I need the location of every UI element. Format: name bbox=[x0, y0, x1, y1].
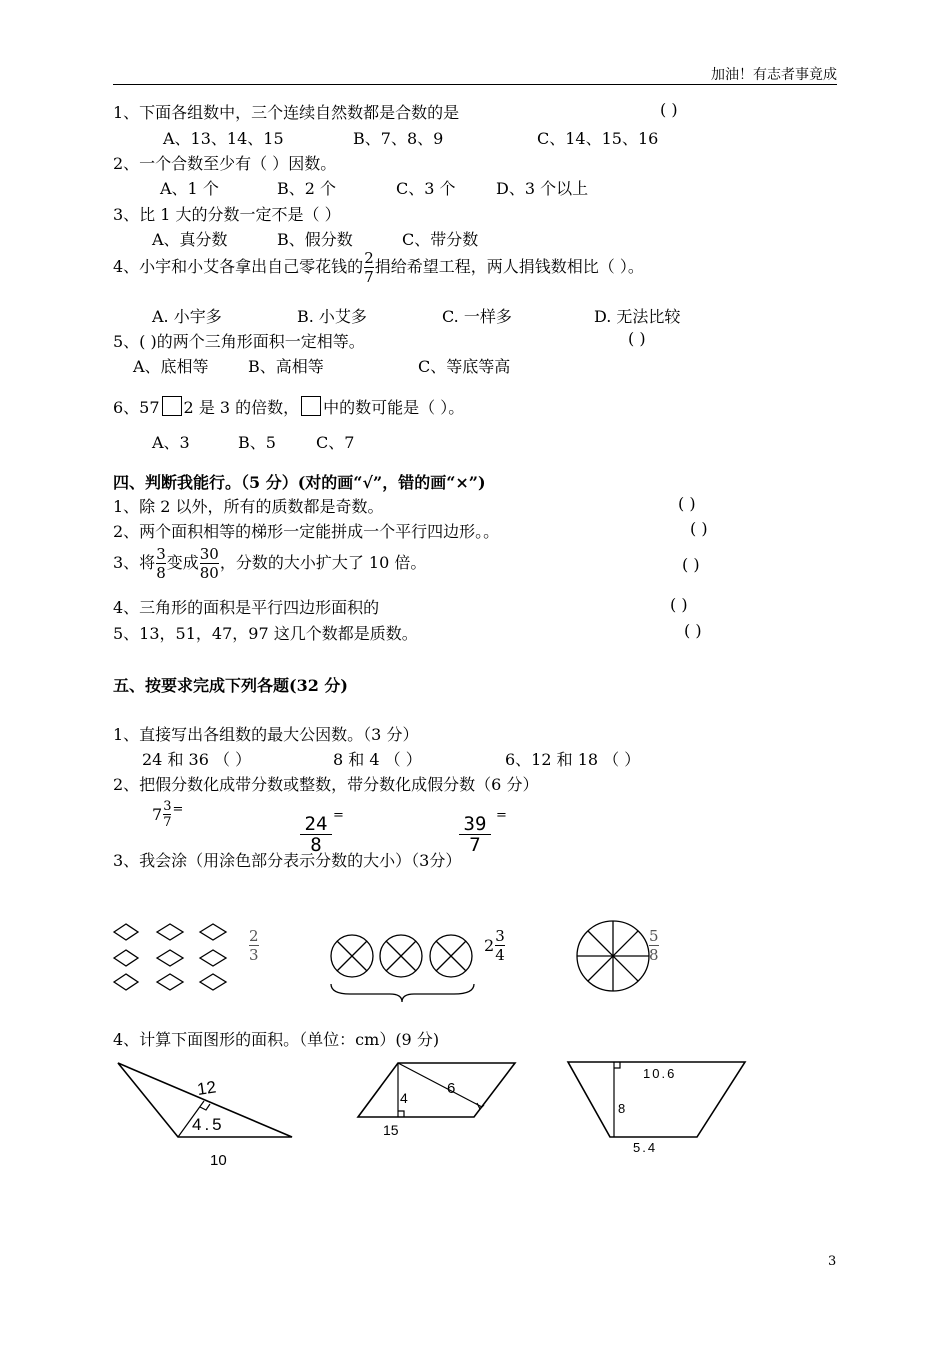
diamond-shape[interactable] bbox=[200, 974, 226, 990]
q4-fraction bbox=[364, 250, 374, 285]
improper-1-num: 24 bbox=[304, 813, 328, 835]
task-1-title: 1、直接写出各组数的最大公因数。（3 分） bbox=[113, 725, 419, 744]
triangle-side-label: 12 bbox=[195, 1077, 218, 1099]
area-figures bbox=[110, 1055, 760, 1180]
improper-2-num: 39 bbox=[463, 813, 487, 835]
judge-3-frac-a bbox=[156, 546, 166, 581]
judge-item-4: 4、三角形的面积是平行四边形面积的 bbox=[113, 598, 380, 617]
frac-num: 5 bbox=[649, 927, 659, 945]
triangle-base-label: 10 bbox=[210, 1152, 227, 1169]
parallelogram-diag-label: 6 bbox=[447, 1080, 456, 1097]
q1-stem: 1、下面各组数中，三个连续自然数都是合数的是 bbox=[113, 103, 460, 122]
q2-option-b: B、2 个 bbox=[277, 179, 337, 198]
gcf-group-1[interactable]: 24 和 36 （ ） bbox=[142, 750, 252, 769]
q2-option-c: C、3 个 bbox=[396, 179, 456, 198]
q1-option-b: B、7、8、9 bbox=[353, 129, 444, 148]
parallelogram-shape bbox=[358, 1063, 515, 1117]
judge-3-frac-b bbox=[200, 546, 219, 581]
improper-1-den: 8 bbox=[310, 834, 322, 856]
judge-paren-2[interactable]: ( ) bbox=[690, 519, 708, 538]
judge-paren-5[interactable]: ( ) bbox=[684, 621, 702, 640]
q3-option-b: B、假分数 bbox=[277, 230, 353, 249]
fraction-five-eighths bbox=[649, 928, 659, 963]
judge-3-pre: 3、将 bbox=[113, 553, 156, 572]
frac-den: 8 bbox=[649, 946, 659, 964]
section-4-title: 四、判断我能行。（5 分）(对的画“√”，错的画“×”) bbox=[113, 473, 486, 492]
q4-option-a: A. 小宇多 bbox=[152, 307, 222, 326]
blank-box-ref bbox=[301, 396, 321, 416]
frac-a-num: 3 bbox=[156, 545, 166, 563]
judge-3-mid: 变成 bbox=[166, 553, 199, 572]
q6-option-a: A、3 bbox=[152, 433, 190, 452]
task-3-title: 3、我会涂（用涂色部分表示分数的大小）（3分） bbox=[113, 851, 462, 870]
parallelogram-diagonal-height bbox=[398, 1063, 482, 1107]
frac-den: 3 bbox=[249, 946, 259, 964]
judge-item-2: 2、两个面积相等的梯形一定能拼成一个平行四边形。。 bbox=[113, 522, 500, 541]
q6-post: 中的数可能是（ ）。 bbox=[323, 398, 465, 417]
header-motto: 加油！有志者事竟成 bbox=[711, 67, 837, 83]
frac-num: 2 bbox=[249, 927, 259, 945]
mixed-whole: 7 bbox=[152, 805, 163, 824]
mixed-whole: 2 bbox=[484, 936, 495, 955]
diamond-shape[interactable] bbox=[114, 924, 138, 940]
parallelogram-height-label: 4 bbox=[400, 1090, 408, 1106]
q2-option-d: D、3 个以上 bbox=[496, 179, 589, 198]
gcf-group-2[interactable]: 8 和 4 （ ） bbox=[333, 750, 422, 769]
curly-brace bbox=[331, 984, 474, 1002]
q5-stem: 5、( )的两个三角形面积一定相等。 bbox=[113, 332, 365, 351]
judge-paren-3[interactable]: ( ) bbox=[682, 555, 700, 574]
judge-item-1: 1、除 2 以外，所有的质数都是奇数。 bbox=[113, 497, 384, 516]
q1-answer-paren[interactable]: ( ) bbox=[660, 100, 678, 119]
diamond-shape[interactable] bbox=[200, 950, 226, 966]
q4-option-b: B. 小艾多 bbox=[297, 307, 367, 326]
judge-item-5: 5、13，51，47，97 这几个数都是质数。 bbox=[113, 624, 418, 643]
improper-fraction-2 bbox=[459, 814, 491, 855]
q1-option-a: A、13、14、15 bbox=[163, 129, 284, 148]
mixed-fraction bbox=[163, 800, 171, 829]
q3-option-c: C、带分数 bbox=[402, 230, 479, 249]
mixed-den: 7 bbox=[163, 815, 172, 830]
q6-pre: 6、57 bbox=[113, 398, 160, 417]
q6-stem bbox=[113, 395, 464, 418]
q5-option-a: A、底相等 bbox=[133, 357, 209, 376]
q5-option-b: B、高相等 bbox=[248, 357, 324, 376]
trapezoid-bottom-label: 5.4 bbox=[633, 1140, 658, 1155]
mixed-number-expr bbox=[152, 800, 183, 829]
frac-num: 3 bbox=[495, 927, 505, 945]
task-2-title: 2、把假分数化成带分数或整数，带分数化成假分数（6 分） bbox=[113, 775, 539, 794]
q3-option-a: A、真分数 bbox=[152, 230, 228, 249]
q4-option-d: D. 无法比较 bbox=[594, 307, 681, 326]
improper-1-equals: = bbox=[333, 808, 344, 823]
q6-mid: 2 是 3 的倍数， bbox=[183, 398, 300, 417]
gcf-group-3[interactable]: 6、12 和 18 （ ） bbox=[505, 750, 641, 769]
mixed-frac bbox=[495, 928, 505, 963]
q4-frac-numerator: 2 bbox=[364, 249, 374, 267]
blank-box[interactable] bbox=[162, 396, 182, 416]
diamond-shape[interactable] bbox=[157, 950, 183, 966]
diamond-shape[interactable] bbox=[200, 924, 226, 940]
section-5-title: 五、按要求完成下列各题(32 分) bbox=[113, 676, 348, 695]
fraction-two-thirds bbox=[249, 928, 259, 963]
q6-option-b: B、5 bbox=[238, 433, 276, 452]
judge-paren-1[interactable]: ( ) bbox=[678, 494, 696, 513]
q5-answer-paren[interactable]: ( ) bbox=[628, 329, 646, 348]
judge-paren-4[interactable]: ( ) bbox=[670, 595, 688, 614]
q4-stem bbox=[113, 250, 644, 285]
right-angle-mark bbox=[398, 1111, 404, 1117]
q1-option-c: C、14、15、16 bbox=[537, 129, 659, 148]
diamond-shape[interactable] bbox=[157, 974, 183, 990]
frac-b-num: 30 bbox=[199, 545, 219, 563]
q5-option-c: C、等底等高 bbox=[418, 357, 511, 376]
improper-2-den: 7 bbox=[469, 834, 481, 856]
judge-3-post: ，分数的大小扩大了 10 倍。 bbox=[219, 553, 427, 572]
trapezoid-height-label: 8 bbox=[618, 1101, 626, 1116]
page-number: 3 bbox=[828, 1254, 837, 1269]
frac-den: 4 bbox=[495, 946, 505, 964]
q2-option-a: A、1 个 bbox=[160, 179, 219, 198]
task-4-title: 4、计算下面图形的面积。（单位：cm）(9 分) bbox=[113, 1030, 440, 1049]
q4-option-c: C. 一样多 bbox=[442, 307, 512, 326]
mixed-num: 3 bbox=[163, 799, 172, 814]
diamond-shape[interactable] bbox=[114, 974, 138, 990]
diamond-shape[interactable] bbox=[114, 950, 138, 966]
q3-stem: 3、比 1 大的分数一定不是（ ） bbox=[113, 205, 341, 224]
frac-b-den: 80 bbox=[199, 564, 219, 582]
frac-a-den: 8 bbox=[156, 564, 166, 582]
q4-stem-pre: 4、小宇和小艾各拿出自己零花钱的 bbox=[113, 257, 364, 276]
coloring-figures bbox=[100, 910, 690, 1010]
q2-stem: 2、一个合数至少有（ ）因数。 bbox=[113, 154, 337, 173]
mixed-equals: = bbox=[172, 802, 184, 817]
q6-option-c: C、7 bbox=[316, 433, 355, 452]
mixed-two-three-quarters bbox=[484, 928, 506, 963]
improper-2-equals: = bbox=[496, 808, 507, 823]
diamond-shape[interactable] bbox=[157, 924, 183, 940]
trapezoid-top-label: 10.6 bbox=[643, 1066, 677, 1081]
triangle-height-label: 4.5 bbox=[192, 1115, 225, 1134]
header-rule bbox=[113, 84, 837, 85]
q4-stem-post: 捐给希望工程，两人捐钱数相比（ ）。 bbox=[374, 257, 644, 276]
right-angle-mark bbox=[614, 1062, 620, 1068]
diamond-group[interactable] bbox=[114, 924, 226, 990]
judge-item-3 bbox=[113, 546, 426, 581]
parallelogram-base-label: 15 bbox=[383, 1122, 399, 1138]
q4-frac-denominator: 7 bbox=[364, 268, 374, 286]
